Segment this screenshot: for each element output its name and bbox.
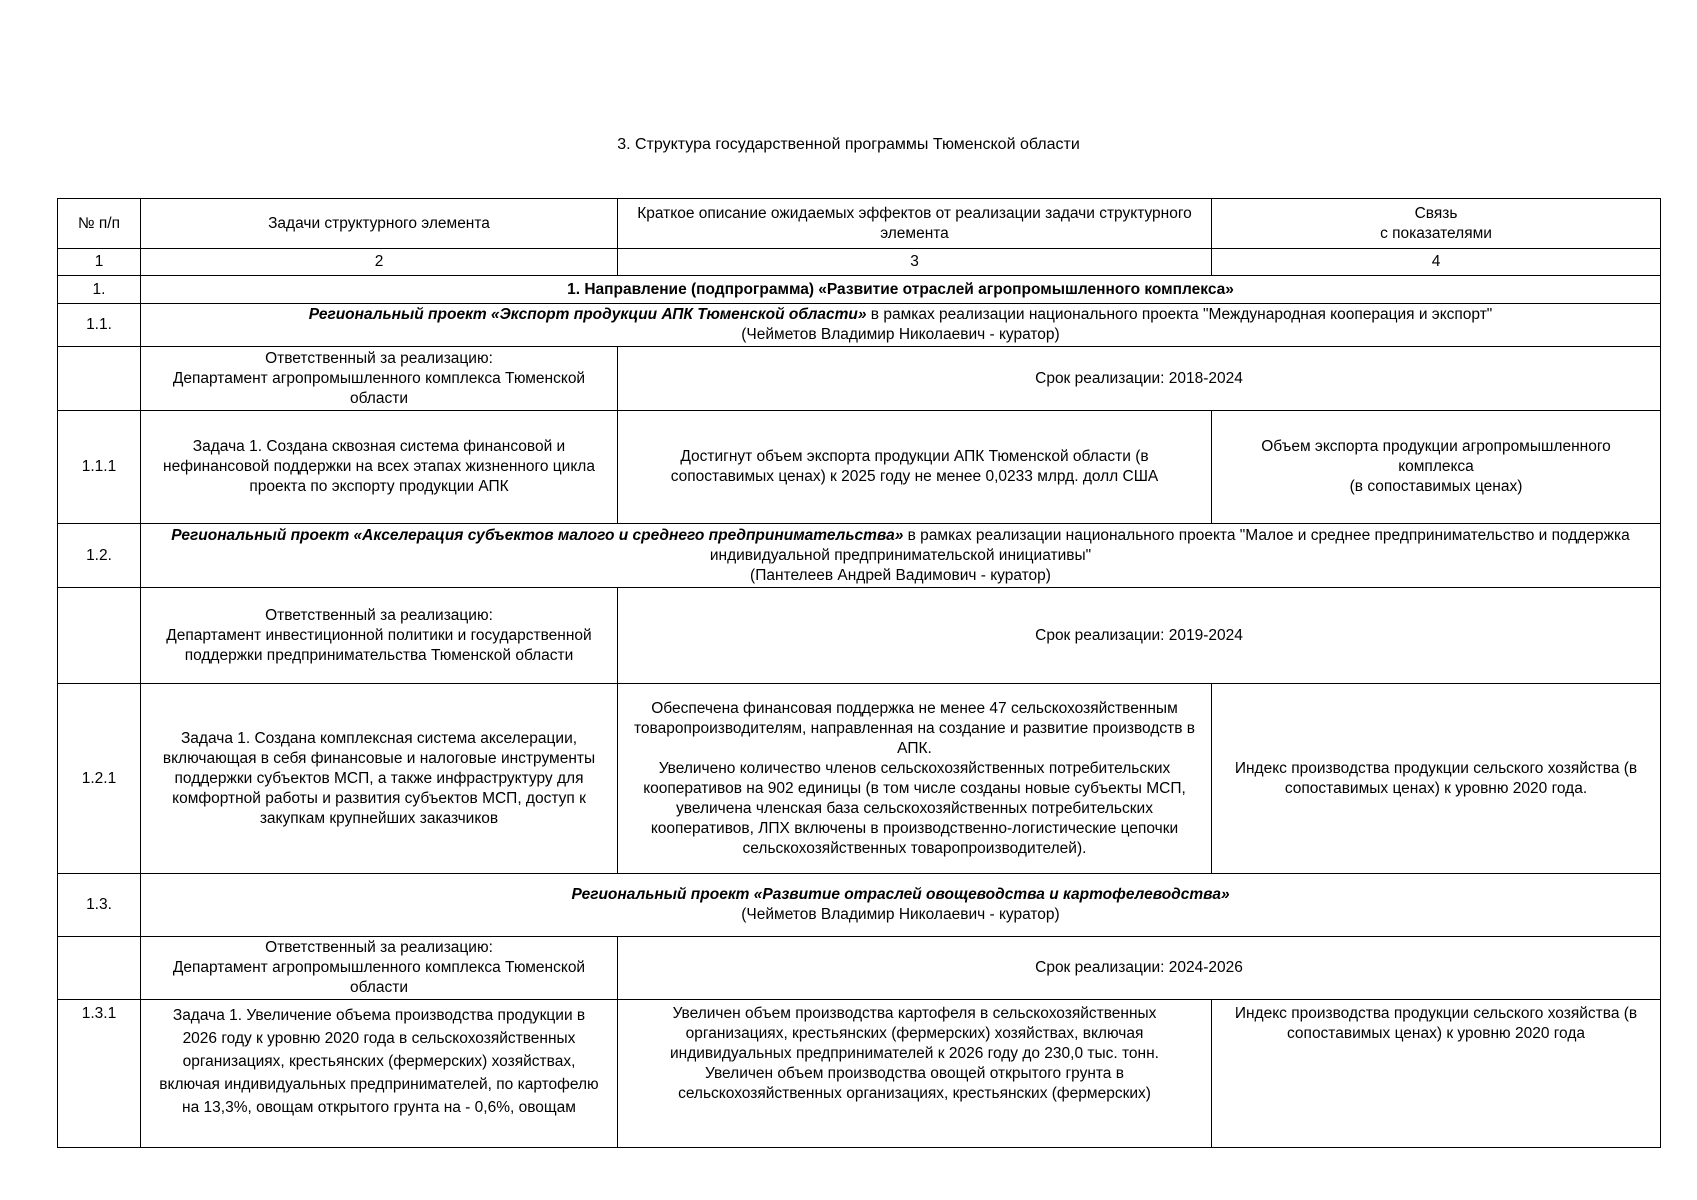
indicator-line1: Объем экспорта продукции агропромышленного комплекса [1261, 438, 1611, 475]
task-cell: Задача 1. Увеличение объема производства продукции в 2026 году к уровню 2020 года в сельскохозяйственных организациях, крестьянских (фермерских) хозяйствах, включая индивидуальных предпринимателей, по картофелю на 13,3%, овощам открытого грунта на - 0,6%, овощам [141, 1000, 618, 1148]
row-number: 1. [58, 276, 141, 304]
row-number-empty [58, 347, 141, 411]
task-row [58, 411, 1661, 524]
indicator-line2: (в сопоставимых ценах) [1349, 478, 1523, 495]
effect-cell: Достигнут объем экспорта продукции АПК Тюменской области (в сопоставимых ценах) к 2025 году не менее 0,0233 млрд. долл США [618, 411, 1212, 524]
responsible-org: Департамент инвестиционной политики и государственной поддержки предпринимательства Тюменской области [166, 626, 592, 664]
header-effects: Краткое описание ожидаемых эффектов от реализации задачи структурного элемента [618, 199, 1212, 249]
direction-title: 1. Направление (подпрограмма) «Развитие отраслей агропромышленного комплекса» [141, 276, 1661, 304]
column-number: 3 [618, 249, 1212, 276]
row-number-empty [58, 937, 141, 1000]
effect-line1: Обеспечена финансовая поддержка не менее 47 сельскохозяйственным товаропроизводителям, направленная на создание и развитие производств в АПК. [634, 699, 1195, 757]
indicator-cell [1212, 411, 1661, 524]
row-number: 1.1. [58, 304, 141, 347]
program-structure-table [57, 198, 1661, 1148]
header-tasks: Задачи структурного элемента [141, 199, 618, 249]
row-number-empty [58, 588, 141, 684]
project-row [58, 304, 1661, 347]
term-cell: Срок реализации: 2024-2026 [618, 937, 1661, 1000]
responsible-cell [141, 937, 618, 1000]
project-name: Региональный проект «Акселерация субъектов малого и среднего предпринимательства» [171, 526, 904, 544]
responsible-row [58, 588, 1661, 684]
header-indicators [1212, 199, 1661, 249]
project-title [141, 304, 1661, 347]
row-number: 1.3. [58, 874, 141, 937]
header-indicators-line1: Связь [1414, 204, 1458, 222]
responsible-cell [141, 588, 618, 684]
responsible-org: Департамент агропромышленного комплекса Тюменской области [172, 369, 586, 407]
project-name: Региональный проект «Экспорт продукции АПК Тюменской области» [308, 306, 867, 323]
responsible-label: Ответственный за реализацию: [265, 939, 493, 956]
project-curator: (Чейметов Владимир Николаевич - куратор) [741, 326, 1060, 343]
term-cell: Срок реализации: 2018-2024 [618, 347, 1661, 411]
term-cell: Срок реализации: 2019-2024 [618, 588, 1661, 684]
effect-line2: Увеличен объем производства овощей открытого грунта в сельскохозяйственных организациях, крестьянских (фермерских) [678, 1065, 1151, 1102]
header-number: № п/п [58, 199, 141, 249]
project-title [141, 874, 1661, 937]
column-number: 4 [1212, 249, 1661, 276]
effect-cell [618, 684, 1212, 874]
row-number: 1.2.1 [58, 684, 141, 874]
responsible-label: Ответственный за реализацию: [265, 606, 493, 624]
project-row [58, 874, 1661, 937]
project-suffix: в рамках реализации национального проекта "Малое и среднее предпринимательство и поддержка индивидуальной предпринимательской инициативы" [709, 526, 1630, 564]
row-number: 1.1.1 [58, 411, 141, 524]
header-indicators-line2: с показателями [1380, 224, 1492, 242]
effect-cell [618, 1000, 1212, 1148]
row-number: 1.3.1 [58, 1000, 141, 1148]
indicator-cell: Индекс производства продукции сельского хозяйства (в сопоставимых ценах) к уровню 2020 года. [1212, 684, 1661, 874]
responsible-row [58, 937, 1661, 1000]
project-title [141, 524, 1661, 588]
document-title: 3. Структура государственной программы Тюменской области [617, 136, 1080, 153]
task-row [58, 684, 1661, 874]
responsible-org: Департамент агропромышленного комплекса Тюменской области [172, 959, 586, 996]
project-name: Региональный проект «Развитие отраслей овощеводства и картофелеводства» [571, 886, 1230, 903]
header-row [58, 199, 1661, 249]
indicator-cell: Индекс производства продукции сельского хозяйства (в сопоставимых ценах) к уровню 2020 года [1212, 1000, 1661, 1148]
responsible-label: Ответственный за реализацию: [265, 349, 493, 367]
task-cell: Задача 1. Создана сквозная система финансовой и нефинансовой поддержки на всех этапах жизненного цикла проекта по экспорту продукции АПК [141, 411, 618, 524]
column-number: 2 [141, 249, 618, 276]
project-curator: (Чейметов Владимир Николаевич - куратор) [741, 906, 1060, 923]
project-suffix: в рамках реализации национального проекта "Международная кооперация и экспорт" [866, 306, 1493, 323]
column-number-row [58, 249, 1661, 276]
responsible-cell [141, 347, 618, 411]
task-cell: Задача 1. Создана комплексная система акселерации, включающая в себя финансовые и налоговые инструменты поддержки субъектов МСП, а также инфраструктуру для комфортной работы и развития субъектов МСП, доступ к закупкам крупнейших заказчиков [141, 684, 618, 874]
project-row [58, 524, 1661, 588]
column-number: 1 [58, 249, 141, 276]
effect-line2: Увеличено количество членов сельскохозяйственных потребительских кооперативов на 902 единицы (в том числе созданы новые субъекты МСП, увеличена членская база сельскохозяйственных потребительских кооперативов, ЛПХ включены в производственно-логистические цепочки сельскохозяйственных товаропроизводителей). [643, 759, 1186, 857]
effect-line1: Увеличен объем производства картофеля в сельскохозяйственных организациях, крестьянских (фермерских) хозяйствах, включая индивидуальных предпринимателей к 2026 году до 230,0 тыс. тонн. [670, 1005, 1159, 1062]
responsible-row [58, 347, 1661, 411]
row-number: 1.2. [58, 524, 141, 588]
direction-row [58, 276, 1661, 304]
task-row [58, 1000, 1661, 1148]
project-curator: (Пантелеев Андрей Вадимович - куратор) [750, 566, 1051, 584]
